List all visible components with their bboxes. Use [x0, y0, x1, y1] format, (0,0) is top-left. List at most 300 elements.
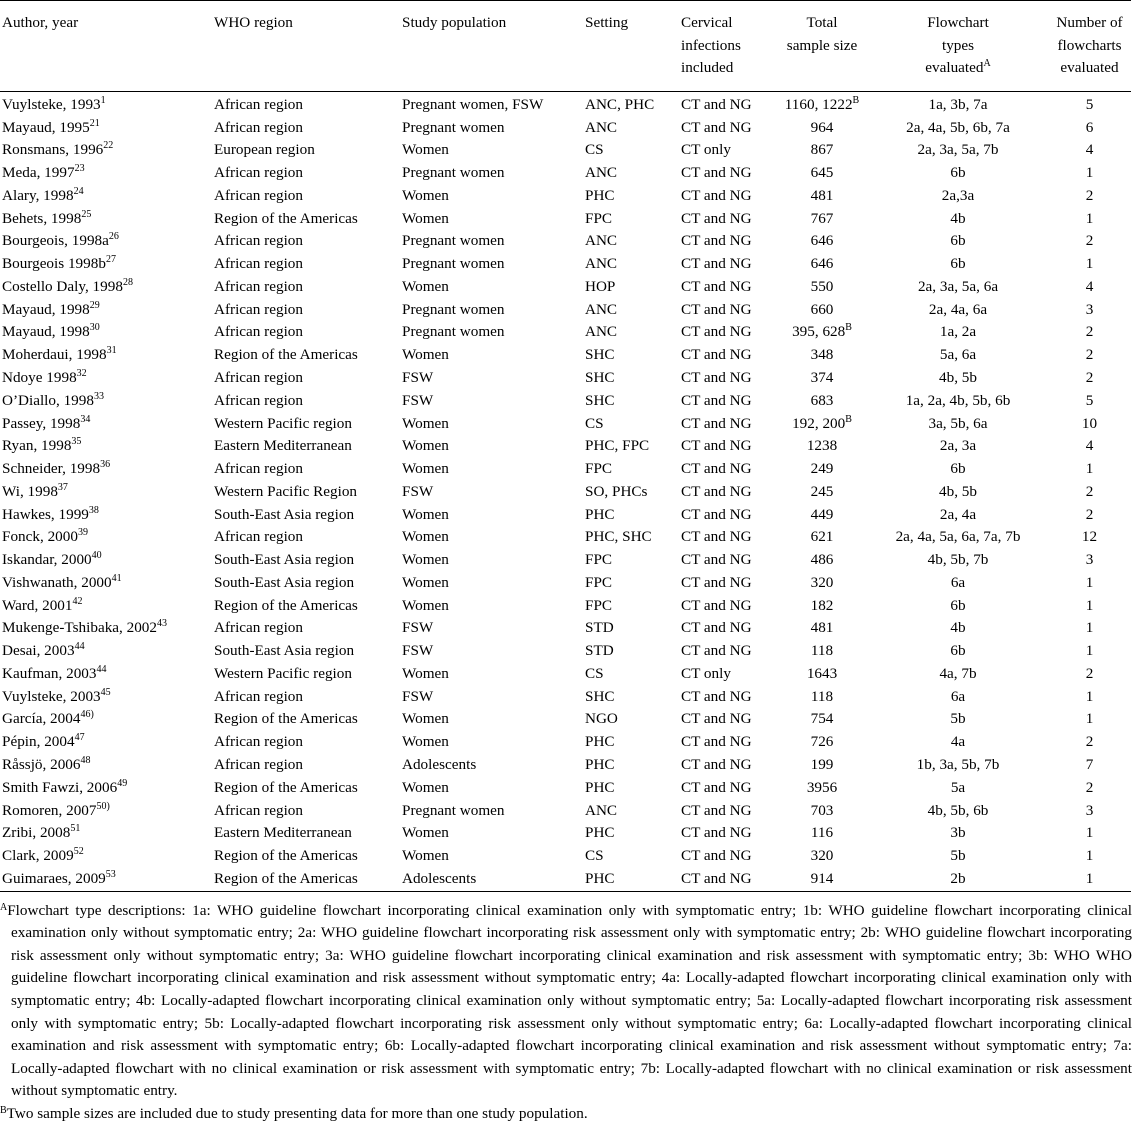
reference-number: 25 — [81, 208, 92, 220]
cell-population — [400, 344, 583, 367]
region-text: African region — [214, 255, 303, 273]
infections-text: CT and NG — [681, 596, 752, 614]
cell-author — [0, 117, 212, 140]
cell-population — [400, 868, 583, 891]
cell-types — [868, 276, 1048, 299]
setting-text: CS — [585, 847, 604, 865]
region-text: African region — [214, 391, 303, 409]
cell-setting — [583, 504, 679, 527]
infections-text: CT and NG — [681, 642, 752, 660]
author-name: Mayaud, 1998 — [2, 323, 90, 341]
cell-population — [400, 162, 583, 185]
region-text: African region — [214, 232, 303, 250]
cell-infections — [679, 777, 776, 800]
sample-size: 621 — [810, 528, 834, 546]
flowchart-count: 4 — [1085, 141, 1094, 159]
cell-author — [0, 504, 212, 527]
sample-size: 754 — [810, 710, 834, 728]
reference-number: 30 — [89, 322, 100, 334]
author-name: Råssjö, 2006 — [2, 755, 81, 773]
population-text: Women — [402, 277, 449, 295]
cell-number — [1048, 321, 1131, 344]
cell-region — [212, 185, 400, 208]
reference-number: 47 — [74, 732, 85, 744]
cell-author — [0, 321, 212, 344]
cell-types — [868, 617, 1048, 640]
cell-types — [868, 139, 1048, 162]
table-row — [0, 367, 1131, 390]
region-text: Region of the Americas — [214, 346, 358, 364]
cell-infections — [679, 708, 776, 731]
cell-sample — [776, 708, 868, 731]
header-setting: Setting — [585, 14, 629, 31]
cell-region — [212, 731, 400, 754]
cell-region — [212, 617, 400, 640]
cell-region — [212, 526, 400, 549]
population-text: Women — [402, 528, 449, 546]
cell-types — [868, 708, 1048, 731]
cell-population — [400, 117, 583, 140]
cell-author — [0, 435, 212, 458]
region-text: African region — [214, 528, 303, 546]
cell-population — [400, 91, 583, 116]
region-text: Western Pacific Region — [214, 482, 358, 500]
flowchart-count: 1 — [1085, 209, 1094, 227]
author-name: Wi, 1998 — [2, 482, 58, 500]
header-number: Number of flowcharts evaluated — [1056, 14, 1123, 77]
cell-setting — [583, 117, 679, 140]
region-text: African region — [214, 186, 303, 204]
region-text: African region — [214, 368, 303, 386]
flowchart-types: 2a, 4a, 5b, 6b, 7a — [906, 118, 1010, 136]
cell-number — [1048, 230, 1131, 253]
flowchart-count: 1 — [1085, 164, 1094, 182]
flowchart-types: 6b — [950, 596, 966, 614]
table-row — [0, 800, 1131, 823]
flowchart-count: 5 — [1085, 95, 1094, 113]
cell-infections — [679, 276, 776, 299]
cell-infections — [679, 162, 776, 185]
cell-number — [1048, 91, 1131, 116]
author-name: Fonck, 2000 — [2, 528, 78, 546]
population-text: Women — [402, 437, 449, 455]
region-text: African region — [214, 733, 303, 751]
flowchart-types: 6b — [950, 232, 966, 250]
infections-text: CT and NG — [681, 391, 752, 409]
population-text: Pregnant women — [402, 255, 505, 273]
cell-setting — [583, 754, 679, 777]
table-row — [0, 139, 1131, 162]
infections-text: CT and NG — [681, 573, 752, 591]
flowchart-types: 2a, 3a, 5a, 7b — [917, 141, 999, 159]
infections-text: CT and NG — [681, 437, 752, 455]
infections-text: CT and NG — [681, 209, 752, 227]
author-name: Vishwanath, 2000 — [2, 573, 112, 591]
cell-types — [868, 208, 1048, 231]
flowchart-count: 1 — [1085, 460, 1094, 478]
cell-region — [212, 299, 400, 322]
cell-author — [0, 640, 212, 663]
cell-author — [0, 390, 212, 413]
cell-region — [212, 549, 400, 572]
table-row — [0, 686, 1131, 709]
cell-sample — [776, 617, 868, 640]
cell-region — [212, 367, 400, 390]
sample-size: 645 — [810, 164, 834, 182]
setting-text: FPC — [585, 460, 613, 478]
cell-sample — [776, 595, 868, 618]
cell-population — [400, 549, 583, 572]
setting-text: SHC — [585, 391, 615, 409]
population-text: Women — [402, 551, 449, 569]
region-text: Region of the Americas — [214, 596, 358, 614]
flowchart-types: 2b — [950, 869, 966, 887]
header-types — [868, 1, 1048, 92]
flowchart-count: 1 — [1085, 642, 1094, 660]
cell-population — [400, 253, 583, 276]
cell-sample — [776, 731, 868, 754]
cell-population — [400, 413, 583, 436]
reference-number: 53 — [105, 868, 116, 880]
cell-population — [400, 822, 583, 845]
cell-population — [400, 800, 583, 823]
sample-size: 1160, 1222 — [784, 95, 853, 113]
flowchart-types: 6b — [950, 255, 966, 273]
sample-size: 660 — [810, 300, 834, 318]
cell-author — [0, 344, 212, 367]
cell-region — [212, 754, 400, 777]
cell-number — [1048, 822, 1131, 845]
region-text: African region — [214, 619, 303, 637]
cell-types — [868, 253, 1048, 276]
header-population: Study population — [402, 14, 507, 31]
cell-author — [0, 185, 212, 208]
population-text: Pregnant women — [402, 118, 505, 136]
flowchart-types: 4b — [950, 619, 966, 637]
reference-number: 1 — [100, 94, 106, 106]
cell-population — [400, 299, 583, 322]
setting-text: SO, PHCs — [585, 482, 648, 500]
cell-number — [1048, 549, 1131, 572]
infections-text: CT and NG — [681, 505, 752, 523]
population-text: Women — [402, 209, 449, 227]
flowchart-types: 5a — [950, 778, 966, 796]
flowchart-count: 2 — [1085, 323, 1094, 341]
cell-types — [868, 731, 1048, 754]
cell-types — [868, 595, 1048, 618]
reference-number: 37 — [57, 481, 68, 493]
flowchart-types: 4b, 5b — [939, 368, 977, 386]
author-name: Smith Fawzi, 2006 — [2, 778, 118, 796]
table-row — [0, 663, 1131, 686]
footnote-b-mark: B — [0, 1104, 7, 1116]
infections-text: CT and NG — [681, 801, 752, 819]
cell-sample — [776, 321, 868, 344]
region-text: African region — [214, 277, 303, 295]
cell-infections — [679, 91, 776, 116]
cell-region — [212, 595, 400, 618]
cell-setting — [583, 526, 679, 549]
flowchart-count: 6 — [1085, 118, 1094, 136]
table-row — [0, 504, 1131, 527]
cell-population — [400, 595, 583, 618]
reference-number: 23 — [74, 163, 85, 175]
cell-author — [0, 91, 212, 116]
cell-infections — [679, 230, 776, 253]
cell-infections — [679, 663, 776, 686]
flowchart-count: 3 — [1085, 551, 1094, 569]
infections-text: CT and NG — [681, 869, 752, 887]
author-name: Ronsmans, 1996 — [2, 141, 104, 159]
sample-size: 726 — [810, 733, 834, 751]
header-sample: Total sample size — [786, 14, 858, 54]
sample-size: 964 — [810, 118, 834, 136]
cell-number — [1048, 663, 1131, 686]
cell-types — [868, 800, 1048, 823]
cell-sample — [776, 822, 868, 845]
infections-text: CT and NG — [681, 300, 752, 318]
population-text: Women — [402, 778, 449, 796]
reference-number: 33 — [93, 390, 104, 402]
cell-infections — [679, 413, 776, 436]
author-name: Guimaraes, 2009 — [2, 869, 106, 887]
cell-setting — [583, 162, 679, 185]
setting-text: PHC — [585, 778, 615, 796]
flowchart-count: 2 — [1085, 232, 1094, 250]
sample-size: 374 — [810, 368, 834, 386]
cell-setting — [583, 321, 679, 344]
population-text: Women — [402, 414, 449, 432]
cell-setting — [583, 868, 679, 891]
setting-text: ANC — [585, 801, 618, 819]
population-text: Pregnant women — [402, 232, 505, 250]
sample-size: 348 — [810, 346, 834, 364]
sample-size: 118 — [810, 687, 834, 705]
setting-text: PHC — [585, 755, 615, 773]
flowchart-types: 2a, 4a, 6a — [928, 300, 988, 318]
cell-population — [400, 708, 583, 731]
setting-text: CS — [585, 664, 604, 682]
region-text: South-East Asia region — [214, 551, 355, 569]
cell-author — [0, 572, 212, 595]
cell-setting — [583, 91, 679, 116]
cell-sample — [776, 549, 868, 572]
cell-author — [0, 481, 212, 504]
sample-size: 914 — [810, 869, 834, 887]
table-row — [0, 868, 1131, 891]
cell-author — [0, 208, 212, 231]
reference-number: 49 — [117, 777, 128, 789]
cell-number — [1048, 868, 1131, 891]
flowchart-types: 1a, 2a, 4b, 5b, 6b — [905, 391, 1011, 409]
cell-types — [868, 91, 1048, 116]
cell-sample — [776, 435, 868, 458]
cell-author — [0, 868, 212, 891]
cell-region — [212, 117, 400, 140]
flowchart-count: 1 — [1085, 255, 1094, 273]
author-name: Behets, 1998 — [2, 209, 82, 227]
cell-infections — [679, 845, 776, 868]
author-name: Clark, 2009 — [2, 847, 74, 865]
author-name: Passey, 1998 — [2, 414, 81, 432]
cell-infections — [679, 526, 776, 549]
sample-size: 646 — [810, 255, 834, 273]
table-row — [0, 435, 1131, 458]
sample-footnote-mark: B — [845, 322, 852, 334]
cell-author — [0, 253, 212, 276]
flowchart-count: 7 — [1085, 755, 1094, 773]
setting-text: ANC, PHC — [585, 95, 655, 113]
flowchart-types: 1b, 3a, 5b, 7b — [916, 755, 1000, 773]
cell-setting — [583, 708, 679, 731]
setting-text: SHC — [585, 687, 615, 705]
table-row — [0, 595, 1131, 618]
cell-types — [868, 845, 1048, 868]
population-text: Women — [402, 664, 449, 682]
cell-types — [868, 299, 1048, 322]
setting-text: SHC — [585, 368, 615, 386]
cell-types — [868, 117, 1048, 140]
cell-region — [212, 708, 400, 731]
cell-number — [1048, 413, 1131, 436]
cell-sample — [776, 117, 868, 140]
cell-setting — [583, 731, 679, 754]
cell-setting — [583, 390, 679, 413]
infections-text: CT and NG — [681, 710, 752, 728]
cell-author — [0, 663, 212, 686]
flowchart-count: 3 — [1085, 300, 1094, 318]
infections-text: CT only — [681, 664, 731, 682]
setting-text: ANC — [585, 164, 618, 182]
cell-number — [1048, 117, 1131, 140]
cell-setting — [583, 413, 679, 436]
population-text: FSW — [402, 642, 434, 660]
cell-types — [868, 526, 1048, 549]
reference-number: 41 — [111, 572, 122, 584]
table-body — [0, 91, 1131, 891]
infections-text: CT and NG — [681, 619, 752, 637]
table-row — [0, 299, 1131, 322]
flowchart-types: 4b, 5b, 6b — [927, 801, 989, 819]
cell-number — [1048, 754, 1131, 777]
table-row — [0, 344, 1131, 367]
flowchart-count: 3 — [1085, 801, 1094, 819]
region-text: African region — [214, 118, 303, 136]
cell-infections — [679, 868, 776, 891]
flowchart-count: 2 — [1085, 505, 1094, 523]
sample-size: 3956 — [806, 778, 838, 796]
setting-text: STD — [585, 642, 614, 660]
cell-setting — [583, 686, 679, 709]
cell-sample — [776, 253, 868, 276]
infections-text: CT and NG — [681, 255, 752, 273]
cell-types — [868, 663, 1048, 686]
flowchart-types: 4b, 5b, 7b — [927, 551, 989, 569]
cell-types — [868, 504, 1048, 527]
cell-region — [212, 162, 400, 185]
author-name: Moherdaui, 1998 — [2, 346, 107, 364]
infections-text: CT and NG — [681, 778, 752, 796]
cell-sample — [776, 299, 868, 322]
sample-size: 867 — [810, 141, 834, 159]
region-text: Region of the Americas — [214, 778, 358, 796]
cell-infections — [679, 208, 776, 231]
sample-size: 395, 628 — [792, 323, 846, 341]
population-text: Women — [402, 710, 449, 728]
cell-number — [1048, 777, 1131, 800]
flowchart-types: 3a, 5b, 6a — [928, 414, 988, 432]
flowchart-count: 2 — [1085, 368, 1094, 386]
region-text: African region — [214, 95, 303, 113]
flowchart-types: 2a, 3a, 5a, 6a — [917, 277, 999, 295]
cell-region — [212, 868, 400, 891]
cell-infections — [679, 822, 776, 845]
cell-population — [400, 321, 583, 344]
infections-text: CT and NG — [681, 460, 752, 478]
cell-types — [868, 230, 1048, 253]
reference-number: 51 — [70, 823, 81, 835]
setting-text: PHC — [585, 186, 615, 204]
flowchart-types: 5a, 6a — [939, 346, 977, 364]
footnote-a-mark: A — [0, 901, 8, 913]
region-text: Region of the Americas — [214, 209, 358, 227]
cell-number — [1048, 458, 1131, 481]
table-row — [0, 208, 1131, 231]
reference-number: 28 — [122, 276, 133, 288]
flowchart-count: 2 — [1085, 482, 1094, 500]
cell-region — [212, 663, 400, 686]
flowchart-count: 1 — [1085, 619, 1094, 637]
reference-number: 38 — [88, 504, 99, 516]
cell-population — [400, 640, 583, 663]
population-text: Women — [402, 505, 449, 523]
region-text: South-East Asia region — [214, 642, 355, 660]
author-name: Bourgeois 1998b — [2, 255, 106, 273]
cell-setting — [583, 299, 679, 322]
cell-region — [212, 344, 400, 367]
region-text: Eastern Mediterranean — [214, 437, 352, 455]
cell-author — [0, 526, 212, 549]
cell-author — [0, 845, 212, 868]
sample-size: 320 — [810, 847, 834, 865]
population-text: Women — [402, 186, 449, 204]
cell-population — [400, 731, 583, 754]
cell-population — [400, 481, 583, 504]
infections-text: CT and NG — [681, 95, 752, 113]
infections-text: CT and NG — [681, 118, 752, 136]
reference-number: 39 — [77, 527, 88, 539]
setting-text: PHC, SHC — [585, 528, 652, 546]
sample-size: 449 — [810, 505, 834, 523]
population-text: Pregnant women — [402, 164, 505, 182]
cell-author — [0, 595, 212, 618]
table-row — [0, 458, 1131, 481]
cell-author — [0, 413, 212, 436]
header-region: WHO region — [214, 14, 293, 31]
cell-setting — [583, 435, 679, 458]
region-text: African region — [214, 460, 303, 478]
population-text: FSW — [402, 482, 434, 500]
cell-setting — [583, 185, 679, 208]
flowchart-count: 1 — [1085, 847, 1094, 865]
sample-size: 192, 200 — [792, 414, 846, 432]
cell-infections — [679, 481, 776, 504]
author-name: Romoren, 2007 — [2, 801, 97, 819]
flowchart-count: 2 — [1085, 733, 1094, 751]
cell-infections — [679, 504, 776, 527]
cell-region — [212, 253, 400, 276]
setting-text: FPC — [585, 573, 613, 591]
